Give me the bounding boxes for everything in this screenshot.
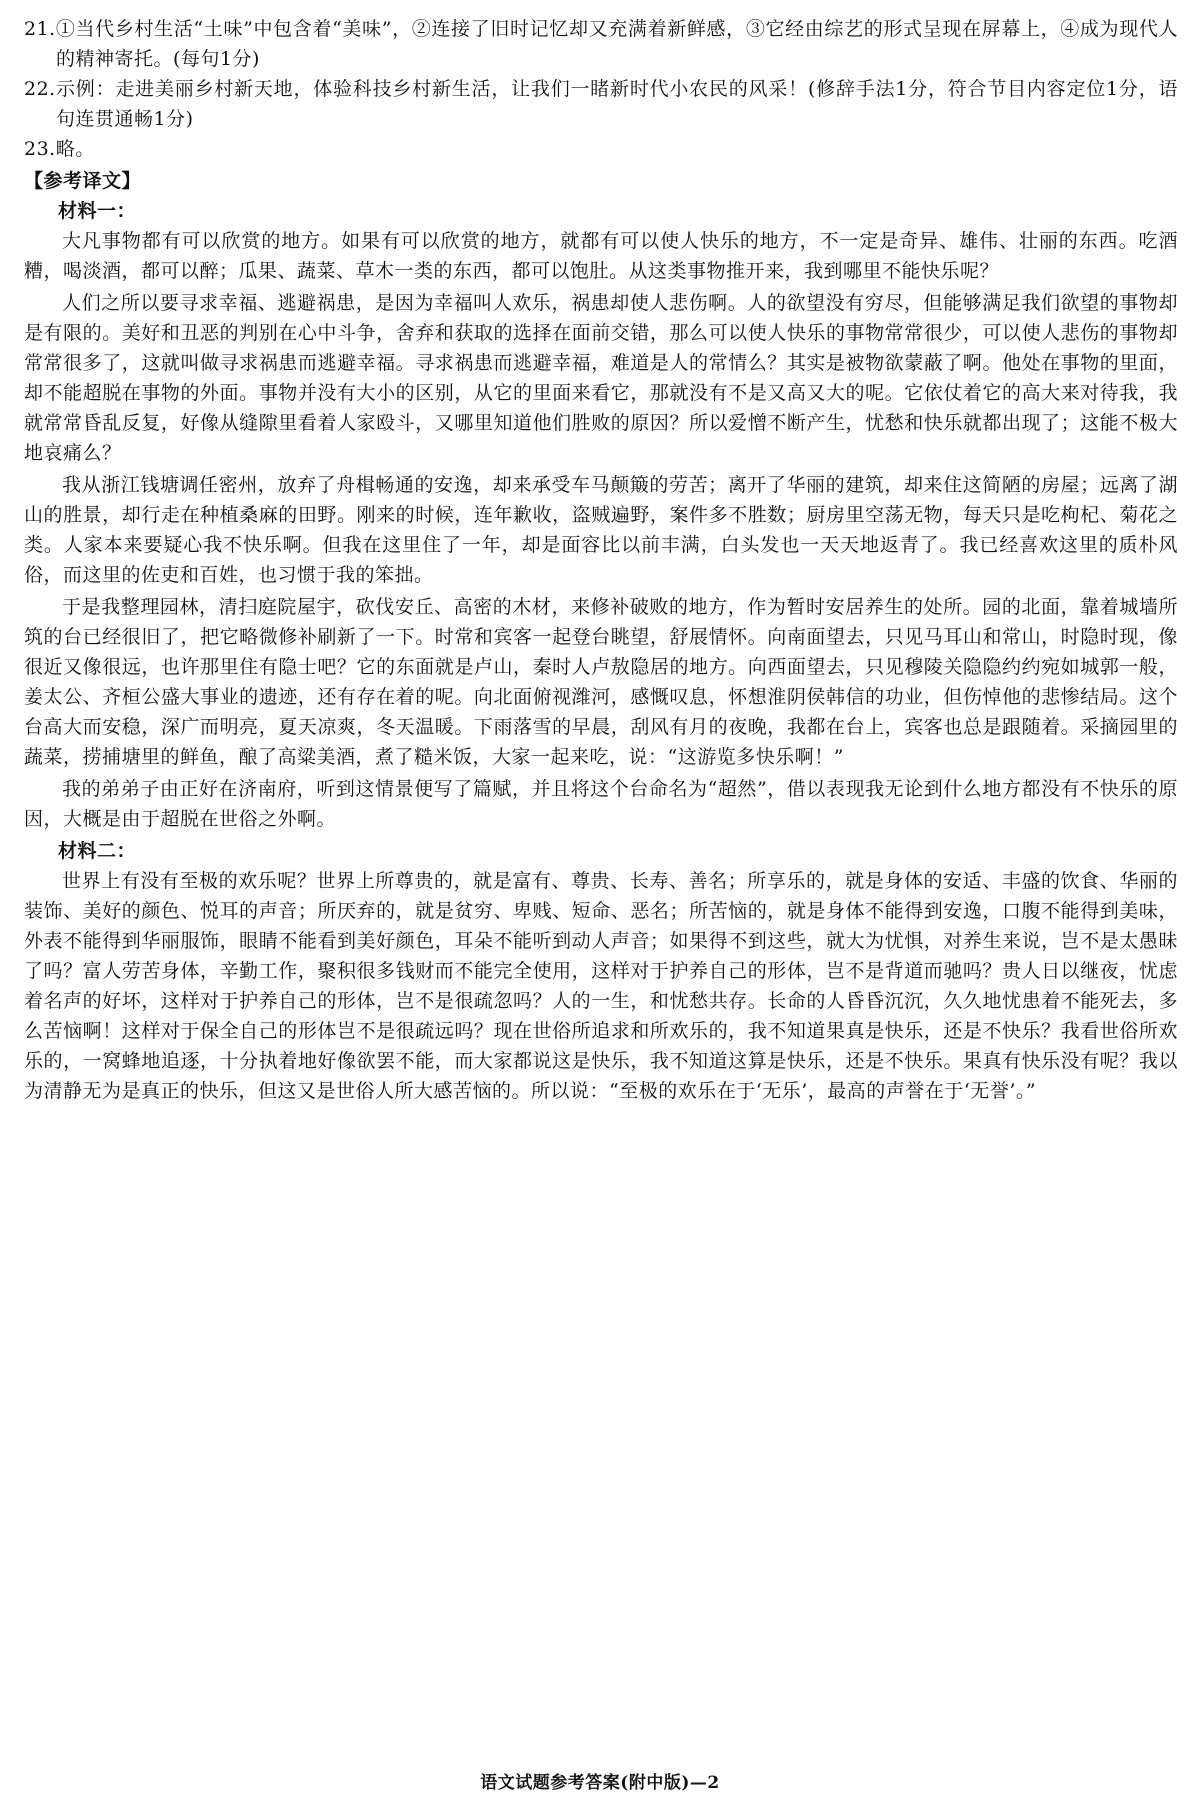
- paragraph: 大凡事物都有可以欣赏的地方。如果有可以欣赏的地方，就都有可以使人快乐的地方，不一定是奇异、雄伟、壮丽的东西。吃酒糟，喝淡酒，都可以醉；瓜果、蔬菜、草木一类的东西，都可以饱肚。从这类事物推开来，我到哪里不能快乐呢？: [24, 230, 1178, 282]
- material-one-heading: 材料一：: [58, 200, 137, 222]
- answer-21: 21.①当代乡村生活“土味”中包含着“美味”，②连接了旧时记忆却又充满着新鲜感，③它经由综艺的形式呈现在屏幕上，④成为现代人的精神寄托。(每句1分): [24, 18, 1178, 70]
- paragraph: 于是我整理园林，清扫庭院屋宇，砍伐安丘、高密的木材，来修补破败的地方，作为暂时安居养生的处所。园的北面，靠着城墙所筑的台已经很旧了，把它略微修补刷新了一下。时常和宾客一起登台眺望，舒展情怀。向南面望去，只见马耳山和常山，时隐时现，像很近又像很远，也许那里住有隐士吧？它的东面就是卢山，秦时人卢敖隐居的地方。向西面望去，只见穆陵关隐隐约约宛如城郭一般，姜太公、齐桓公盛大事业的遗迹，还有存在着的呢。向北面俯视潍河，感慨叹息，怀想淮阴侯韩信的功业，但伤悼他的悲惨结局。这个台高大而安稳，深广而明亮，夏天凉爽，冬天温暖。下雨落雪的早晨，刮风有月的夜晚，我都在台上，宾客也总是跟随着。采摘园里的蔬菜，捞捕塘里的鲜鱼，酿了高粱美酒，煮了糙米饭，大家一起来吃，说：“这游览多快乐啊！”: [24, 596, 1178, 768]
- paragraph: 我的弟弟子由正好在济南府，听到这情景便写了篇赋，并且将这个台命名为“超然”，借以表现我无论到什么地方都没有不快乐的原因，大概是由于超脱在世俗之外啊。: [24, 778, 1178, 830]
- answer-page: [24, 14, 1178, 1108]
- paragraph: 我从浙江钱塘调任密州，放弃了舟楫畅通的安逸，却来承受车马颠簸的劳苦；离开了华丽的建筑，却来住这简陋的房屋；远离了湖山的胜景，却行走在种植桑麻的田野。刚来的时候，连年歉收，盗贼遍野，案件多不胜数；厨房里空荡无物，每天只是吃枸杞、菊花之类。人家本来要疑心我不快乐啊。但我在这里住了一年，却是面容比以前丰满，白头发也一天天地返青了。我已经喜欢这里的质朴风俗，而这里的佐吏和百姓，也习惯于我的笨拙。: [24, 474, 1178, 586]
- page-footer: 语文试题参考答案(附中版)—2: [480, 1773, 720, 1793]
- material-two-heading: 材料二：: [58, 840, 137, 862]
- section-title: 【参考译文】: [24, 170, 142, 192]
- answer-22: 22.示例：走进美丽乡村新天地，体验科技乡村新生活，让我们一睹新时代小农民的风采！(修辞手法1分，符合节目内容定位1分，语句连贯通畅1分): [24, 78, 1178, 130]
- answer-23: 23.略。: [24, 138, 95, 160]
- paragraph: 世界上有没有至极的欢乐呢？世界上所尊贵的，就是富有、尊贵、长寿、善名；所享乐的，就是身体的安适、丰盛的饮食、华丽的装饰、美好的颜色、悦耳的声音；所厌弃的，就是贫穷、卑贱、短命、恶名；所苦恼的，就是身体不能得到安逸，口腹不能得到美味，外表不能得到华丽服饰，眼睛不能看到美好颜色，耳朵不能听到动人声音；如果得不到这些，就大为忧惧，对养生来说，岂不是太愚昧了吗？富人劳苦身体，辛勤工作，聚积很多钱财而不能完全使用，这样对于护养自己的形体，岂不是背道而驰吗？贵人日以继夜，忧虑着名声的好坏，这样对于护养自己的形体，岂不是很疏忽吗？人的一生，和忧愁共存。长命的人昏昏沉沉，久久地忧患着不能死去，多么苦恼啊！这样对于保全自己的形体岂不是很疏远吗？现在世俗所追求和所欢乐的，我不知道果真是快乐，还是不快乐？我看世俗所欢乐的，一窝蜂地追逐，十分执着地好像欲罢不能，而大家都说这是快乐，我不知道这算是快乐，还是不快乐。果真有快乐没有呢？我以为清静无为是真正的快乐，但这又是世俗人所大感苦恼的。所以说：“至极的欢乐在于‘无乐’，最高的声誉在于‘无誉’。”: [24, 870, 1178, 1102]
- paragraph: 人们之所以要寻求幸福、逃避祸患，是因为幸福叫人欢乐，祸患却使人悲伤啊。人的欲望没有穷尽，但能够满足我们欲望的事物却是有限的。美好和丑恶的判别在心中斗争，舍弃和获取的选择在面前交错，那么可以使人快乐的事物常常很少，可以使人悲伤的事物却常常很多了，这就叫做寻求祸患而逃避幸福。寻求祸患而逃避幸福，难道是人的常情么？其实是被物欲蒙蔽了啊。他处在事物的里面，却不能超脱在事物的外面。事物并没有大小的区别，从它的里面来看它，那就没有不是又高又大的呢。它依仗着它的高大来对待我，我就常常昏乱反复，好像从缝隙里看着人家殴斗，又哪里知道他们胜败的原因？所以爱憎不断产生，忧愁和快乐就都出现了；这能不极大地哀痛么？: [24, 292, 1178, 464]
